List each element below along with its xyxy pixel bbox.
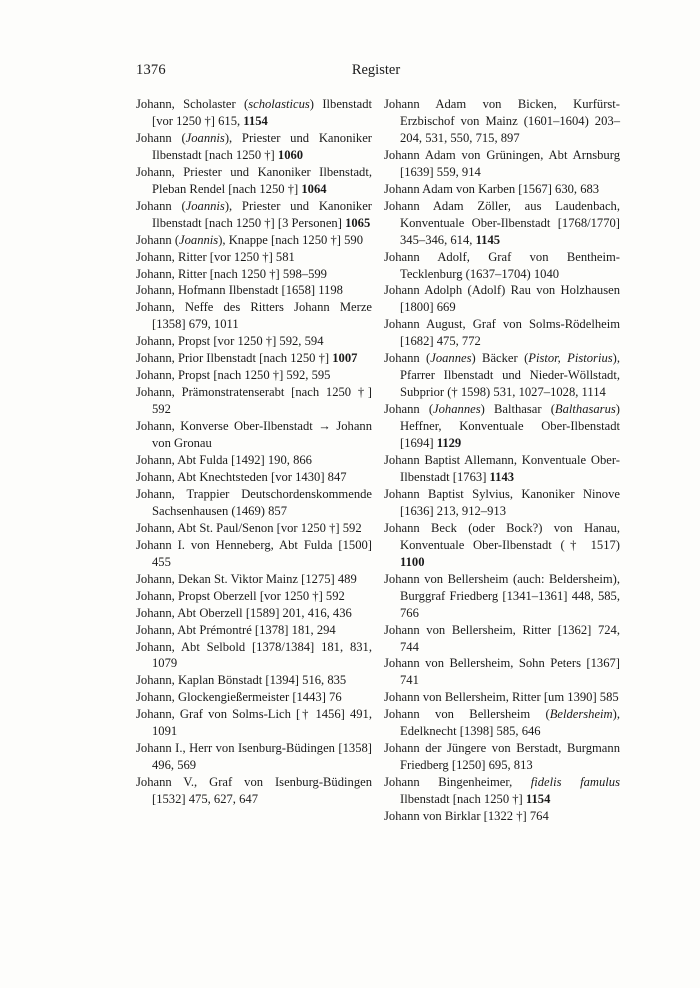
- index-column-left: [136, 96, 372, 808]
- entry-text: Johann August, Graf von Solms-Rödelheim [1682] 475, 772: [384, 317, 620, 349]
- entry-text: ) Heffner, Konventuale Ober-Ilbenstadt [1694]: [400, 402, 620, 451]
- italic-term: Joannis: [179, 232, 219, 247]
- entry-text: ), Pfarrer Ilbenstadt und Nieder-Wöllstadt, Subprior († 1598) 531, 1027–1028, 1114: [400, 351, 620, 400]
- entry-text: Johann Adam Zöller, aus Laudenbach, Konventuale Ober-Ilbenstadt [1768/1770] 345–346, 614,: [384, 198, 620, 247]
- entry-text: Johann, Graf von Solms-Lich [† 1456] 491, 1091: [136, 707, 372, 739]
- entry-text: ) Ilbenstadt [vor 1250 †] 615,: [152, 97, 372, 128]
- entry-text: ), Edelknecht [1398] 585, 646: [400, 707, 620, 739]
- entry-text: Johann Adolf, Graf von Bentheim-Tecklenburg (1637–1704) 1040: [384, 249, 620, 281]
- entry-text: Johann von Bellersheim, Ritter [1362] 724, 744: [384, 622, 620, 654]
- page-number: 1376: [136, 62, 166, 78]
- italic-term: Joannes: [430, 351, 472, 366]
- index-entry: [384, 452, 620, 486]
- entry-text: Johann I., Herr von Isenburg-Büdingen [1358] 496, 569: [136, 741, 372, 773]
- index-entry: [384, 147, 620, 181]
- index-entry: [384, 401, 620, 452]
- index-entry: [136, 537, 372, 571]
- entry-text: Johann von Bellersheim (: [384, 707, 550, 722]
- entry-text: ) Bäcker (: [471, 351, 529, 366]
- index-entry: [136, 588, 372, 605]
- entry-text: ), Knappe [nach 1250 †] 590: [218, 232, 364, 247]
- index-entry: [384, 350, 620, 401]
- index-entry: [384, 808, 620, 825]
- index-entry: [136, 672, 372, 689]
- entry-text: Johann der Jüngere von Berstadt, Burgmann Friedberg [1250] 695, 813: [384, 741, 620, 773]
- entry-text: Johann, Propst [nach 1250 †] 592, 595: [136, 368, 331, 383]
- index-entry: [384, 740, 620, 774]
- index-entry: [136, 740, 372, 774]
- entry-text: Johann, Abt Oberzell [1589] 201, 416, 436: [136, 605, 352, 620]
- index-entry: [136, 96, 372, 130]
- index-entry: [136, 571, 372, 588]
- entry-text: Johann, Abt Knechtsteden [vor 1430] 847: [136, 469, 347, 484]
- index-entry: [136, 605, 372, 622]
- entry-text: Johann, Abt Selbold [1378/1384] 181, 831, 1079: [136, 639, 372, 671]
- index-entry: [136, 452, 372, 469]
- index-entry: [136, 520, 372, 537]
- index-entry: [136, 469, 372, 486]
- entry-text: Johann, Abt Prémontré [1378] 181, 294: [136, 622, 336, 637]
- index-entry: [384, 96, 620, 147]
- index-entry: [136, 130, 372, 164]
- entry-text: Johann von Birklar [1322 †] 764: [384, 809, 549, 824]
- entry-text: Johann, Glockengießermeister [1443] 76: [136, 690, 342, 705]
- bold-reference: 1100: [400, 554, 425, 569]
- index-entry: [384, 282, 620, 316]
- index-entry: [384, 198, 620, 249]
- entry-text: Johann Adolph (Adolf) Rau von Holzhausen [1800] 669: [384, 283, 620, 315]
- entry-text: Johann (: [136, 130, 186, 145]
- entry-text: Johann, Scholaster (: [136, 97, 249, 111]
- italic-term: Beldersheim: [549, 707, 613, 722]
- entry-text: Johann (: [136, 232, 180, 247]
- italic-term: Joannis: [185, 130, 225, 145]
- entry-text: Johann, Abt St. Paul/Senon [vor 1250 †] 592: [136, 520, 362, 535]
- bold-reference: 1129: [436, 436, 462, 451]
- entry-text: Johann Adam von Grüningen, Abt Arnsburg [1639] 559, 914: [384, 147, 620, 179]
- entry-text: Johann Adam von Bicken, Kurfürst-Erzbischof von Mainz (1601–1604) 203–204, 531, 550, 715, 897: [384, 97, 620, 145]
- index-entry: [136, 164, 372, 198]
- italic-term: fidelis famulus: [530, 775, 620, 790]
- entry-text: Johann Baptist Allemann, Konventuale Ober-Ilbenstadt [1763]: [384, 453, 620, 484]
- index-entry: [136, 266, 372, 283]
- index-entry: [384, 316, 620, 350]
- index-entry: [136, 350, 372, 367]
- entry-text: Johann, Kaplan Bönstadt [1394] 516, 835: [136, 673, 347, 688]
- entry-text: Johann, Propst [vor 1250 †] 592, 594: [136, 334, 324, 349]
- index-entry: [136, 639, 372, 673]
- entry-text: Johann Bingenheimer,: [384, 775, 531, 790]
- entry-text: Johann, Hofmann Ilbenstadt [1658] 1198: [136, 283, 343, 298]
- index-entry: [136, 706, 372, 740]
- italic-term: Pistor, Pistorius: [528, 351, 613, 366]
- index-entry: [384, 249, 620, 283]
- entry-text: ), Priester und Kanoniker Ilbenstadt [nach 1250 †]: [152, 130, 372, 162]
- entry-text: Johann, Prior Ilbenstadt [nach 1250 †]: [136, 351, 333, 366]
- entry-text: Johann, Prämonstratenserabt [nach 1250 †] 592: [136, 385, 372, 417]
- italic-term: Johannes: [433, 402, 481, 417]
- italic-term: Balthasarus: [554, 402, 616, 417]
- index-column-right: [384, 96, 620, 825]
- bold-reference: 1154: [243, 113, 268, 128]
- entry-text: Johann Beck (oder Bock?) von Hanau, Konventuale Ober-Ilbenstadt († 1517): [384, 520, 620, 552]
- bold-reference: 1143: [489, 469, 515, 484]
- bold-reference: 1065: [345, 215, 371, 230]
- entry-text: Johann (: [384, 402, 434, 417]
- index-entry: [136, 367, 372, 384]
- entry-text: Johann, Konverse Ober-Ilbenstadt → Johann von Gronau: [136, 419, 372, 451]
- bold-reference: 1154: [525, 792, 551, 807]
- entry-text: ) Balthasar (: [480, 402, 555, 417]
- index-entry: [136, 333, 372, 350]
- bold-reference: 1064: [301, 181, 327, 196]
- index-entry: [384, 655, 620, 689]
- index-entry: [384, 706, 620, 740]
- index-entry: [136, 384, 372, 418]
- entry-text: Johann Baptist Sylvius, Kanoniker Ninove [1636] 213, 912–913: [384, 486, 620, 518]
- entry-text: Johann (: [136, 198, 186, 213]
- bold-reference: 1145: [475, 232, 501, 247]
- index-entry: [384, 520, 620, 571]
- entry-text: Johann, Trappier Deutschordenskommende Sachsenhausen (1469) 857: [136, 486, 372, 518]
- index-entry: [136, 622, 372, 639]
- entry-text: Johann, Abt Fulda [1492] 190, 866: [136, 453, 312, 468]
- entry-text: Johann, Ritter [nach 1250 †] 598–599: [136, 266, 327, 281]
- running-title: Register: [351, 62, 401, 78]
- index-entry: [136, 198, 372, 232]
- entry-text: Johann von Bellersheim (auch: Beldersheim), Burggraf Friedberg [1341–1361] 448, 585, 766: [384, 571, 620, 620]
- entry-text: Johann von Bellersheim, Ritter [um 1390] 585: [384, 690, 619, 705]
- italic-term: Joannis: [185, 198, 225, 213]
- index-entry: [384, 571, 620, 622]
- entry-text: Ilbenstadt [nach 1250 †]: [400, 792, 526, 807]
- entry-text: Johann, Priester und Kanoniker Ilbenstadt, Pleban Rendel [nach 1250 †]: [136, 164, 372, 196]
- index-entry: [384, 622, 620, 656]
- entry-text: Johann von Bellersheim, Sohn Peters [1367] 741: [384, 656, 620, 688]
- bold-reference: 1060: [277, 147, 304, 162]
- entry-text: Johann V., Graf von Isenburg-Büdingen [1532] 475, 627, 647: [136, 775, 372, 807]
- entry-text: Johann, Neffe des Ritters Johann Merze [1358] 679, 1011: [136, 300, 372, 332]
- index-entry: [384, 774, 620, 808]
- bold-reference: 1007: [332, 351, 358, 366]
- index-entry: [384, 181, 620, 198]
- entry-text: Johann Adam von Karben [1567] 630, 683: [384, 181, 600, 196]
- index-entry: [136, 418, 372, 452]
- index-entry: [136, 689, 372, 706]
- index-entry: [136, 232, 372, 249]
- index-entry: [136, 486, 372, 520]
- index-entry: [136, 249, 372, 266]
- index-entry: [384, 689, 620, 706]
- index-entry: [384, 486, 620, 520]
- index-entry: [136, 299, 372, 333]
- index-entry: [136, 282, 372, 299]
- italic-term: scholasticus: [248, 97, 310, 111]
- entry-text: Johann, Dekan St. Viktor Mainz [1275] 489: [136, 571, 357, 586]
- entry-text: Johann I. von Henneberg, Abt Fulda [1500] 455: [136, 537, 372, 569]
- index-entry: [136, 774, 372, 808]
- entry-text: Johann, Ritter [vor 1250 †] 581: [136, 249, 295, 264]
- entry-text: Johann (: [384, 351, 431, 366]
- entry-text: ), Priester und Kanoniker Ilbenstadt [nach 1250 †] [3 Personen]: [152, 198, 372, 230]
- entry-text: Johann, Propst Oberzell [vor 1250 †] 592: [136, 588, 345, 603]
